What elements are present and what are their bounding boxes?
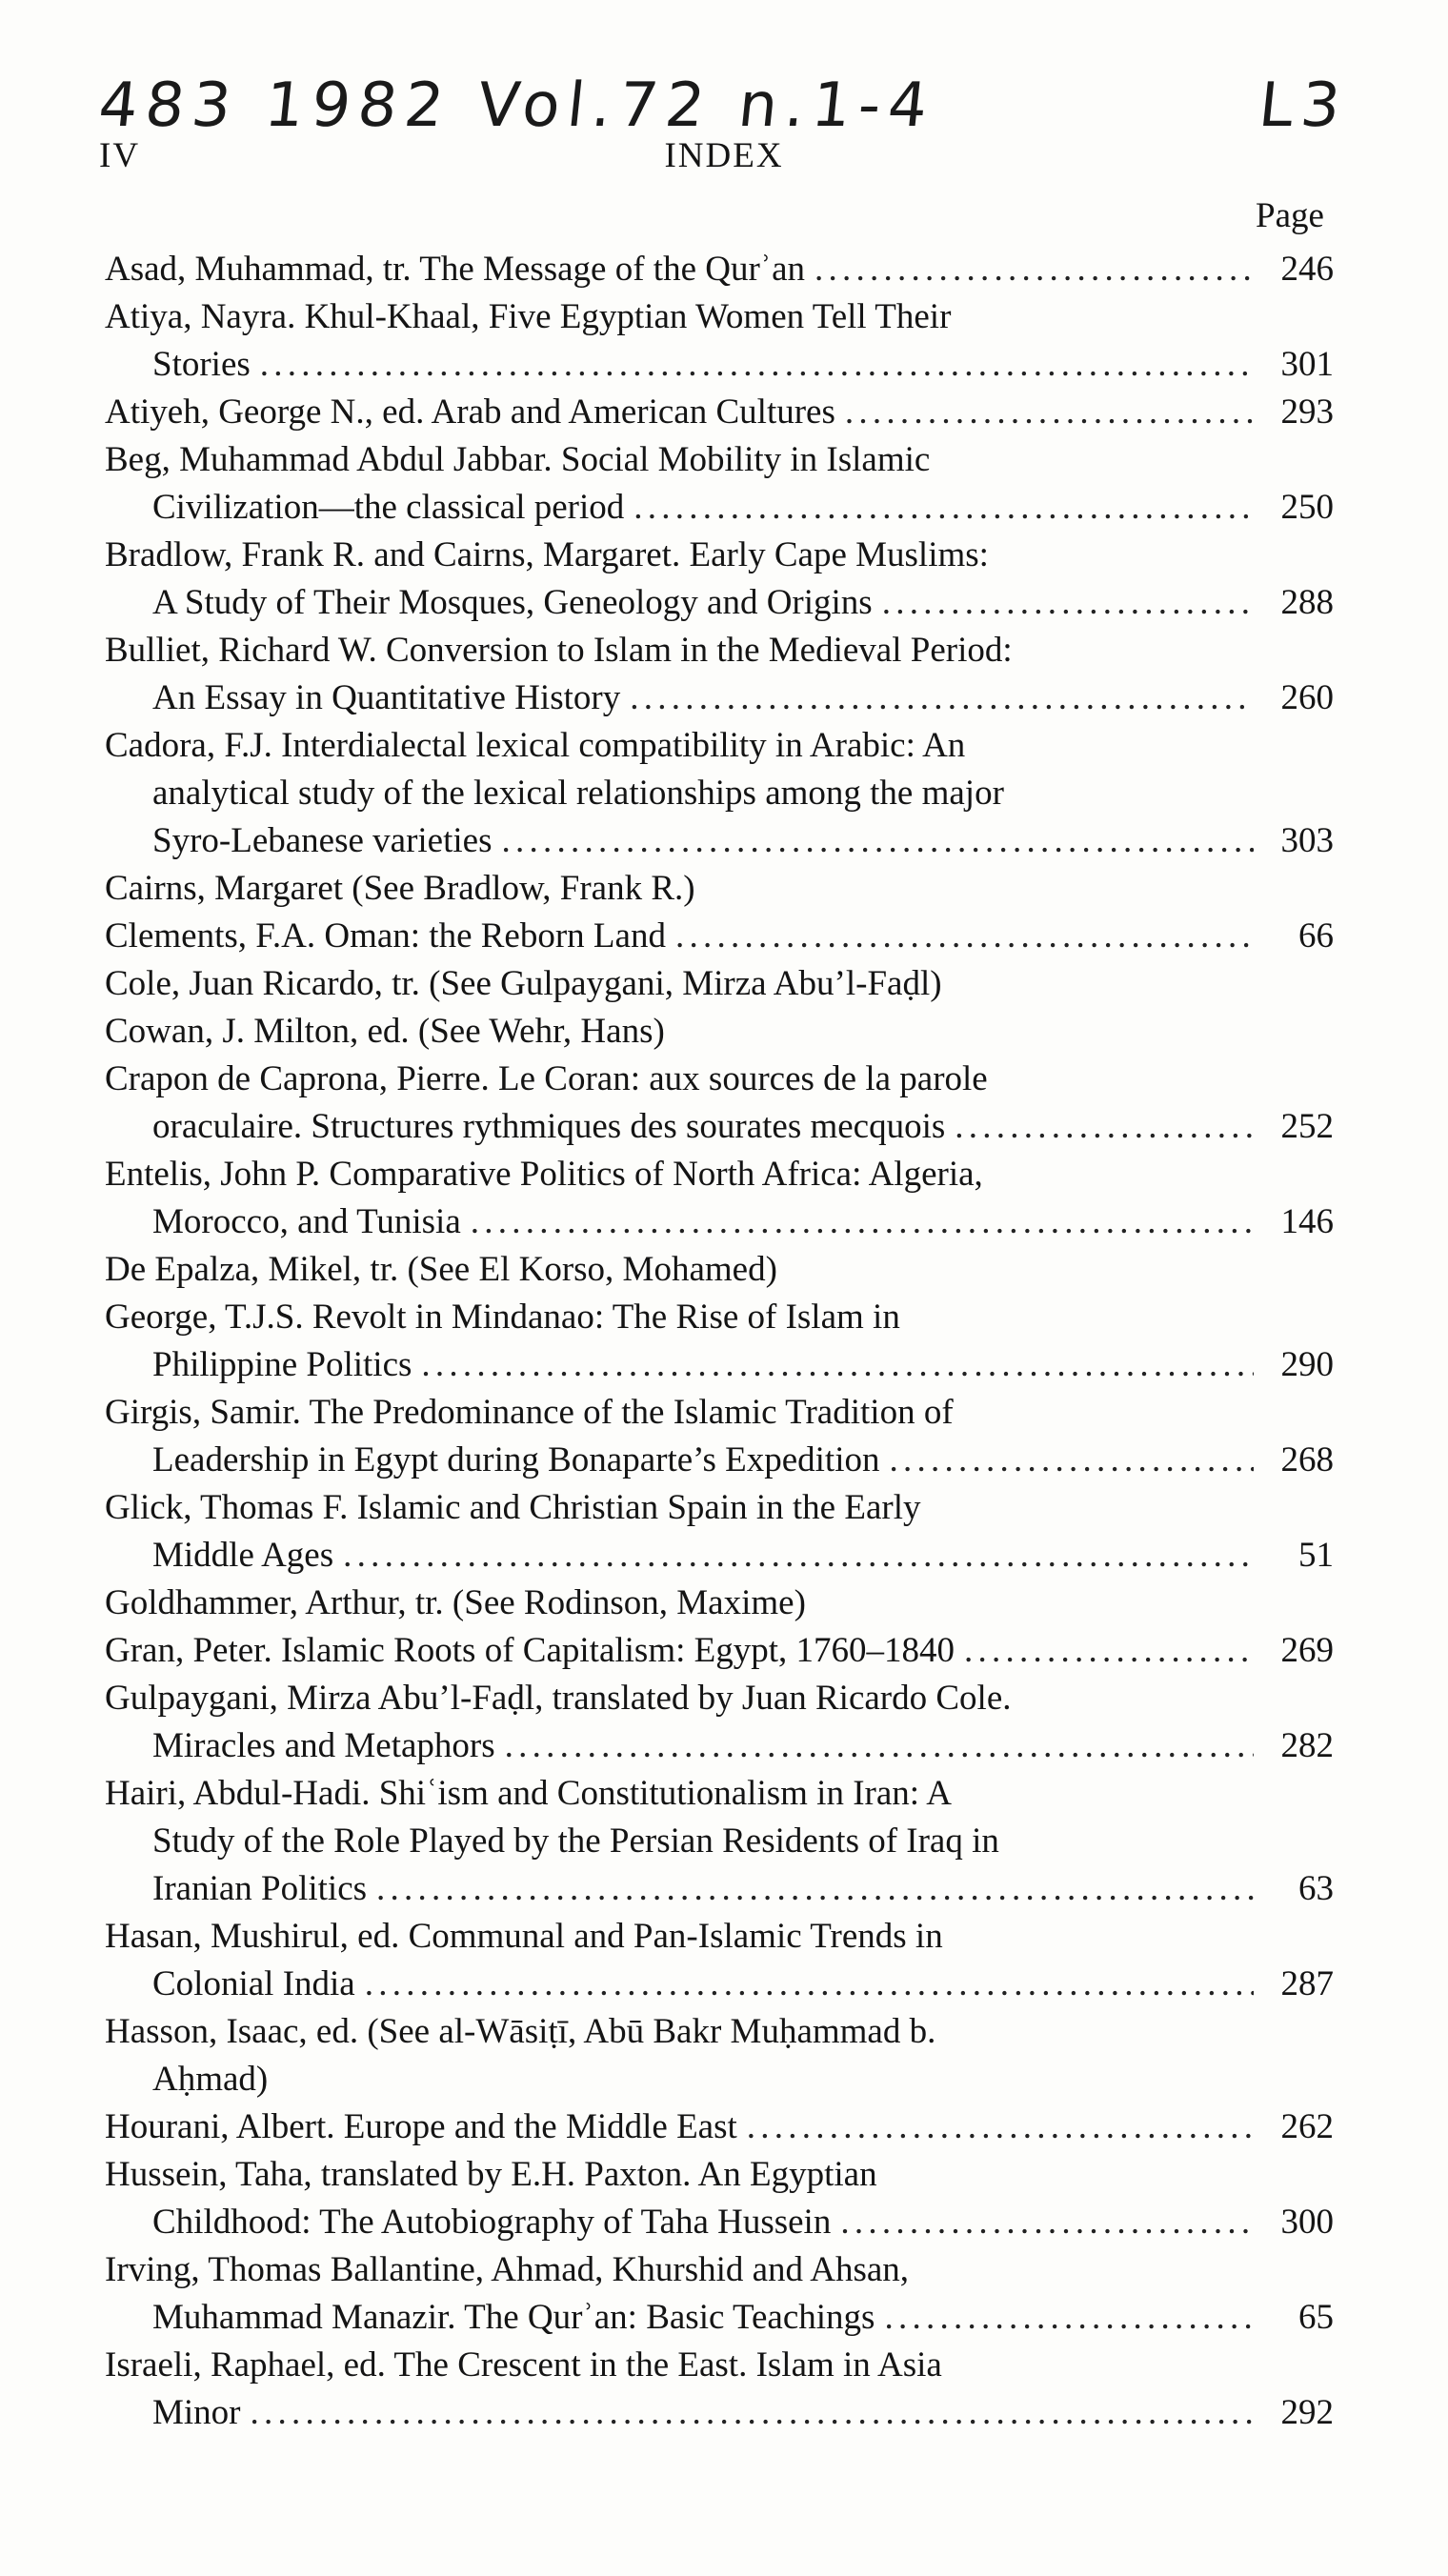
index-entry xyxy=(105,1580,1334,1627)
index-entry xyxy=(105,2008,1334,2103)
index-entry-text: Philippine Politics xyxy=(152,1345,412,1384)
leader-dots xyxy=(884,2294,1254,2342)
index-entry-list xyxy=(105,246,1334,2437)
index-entry-line xyxy=(105,1580,1334,1627)
index-entry-text: Leadership in Egypt during Bonaparte’s Expedition xyxy=(152,1440,880,1479)
leader-dots xyxy=(675,913,1254,960)
index-entry-line xyxy=(105,1532,1334,1580)
index-entry-text: Hussein, Taha, translated by E.H. Paxton. An Egyptian xyxy=(105,2155,877,2194)
index-entry-line xyxy=(105,2294,1334,2342)
leader-dots xyxy=(471,1198,1254,1246)
index-entry-text: Colonial India xyxy=(152,1964,355,2003)
index-entry-line xyxy=(105,2103,1334,2151)
index-entry-line xyxy=(105,1103,1334,1151)
index-entry-text: Cairns, Margaret (See Bradlow, Frank R.) xyxy=(105,869,695,908)
leader-dots xyxy=(882,579,1254,627)
index-entry xyxy=(105,2342,1334,2437)
index-entry-line xyxy=(105,1675,1334,1722)
index-entry-line xyxy=(105,2246,1334,2294)
index-entry-text: Entelis, John P. Comparative Politics of North Africa: Algeria, xyxy=(105,1155,983,1194)
leader-dots xyxy=(251,2389,1255,2437)
index-entry xyxy=(105,1389,1334,1484)
index-entry-text: Israeli, Raphael, ed. The Crescent in the East. Islam in Asia xyxy=(105,2345,942,2385)
index-entry-page-number: 300 xyxy=(1280,2203,1334,2242)
index-entry-text: An Essay in Quantitative History xyxy=(152,678,621,717)
index-entry xyxy=(105,1770,1334,1913)
index-entry-text: Syro-Lebanese varieties xyxy=(152,821,493,860)
index-entry-page-number: 146 xyxy=(1280,1202,1334,1241)
index-entry-line xyxy=(105,1722,1334,1770)
index-entry xyxy=(105,2246,1334,2342)
index-entry-page-number: 303 xyxy=(1280,821,1334,860)
index-entry xyxy=(105,532,1334,627)
index-entry-line xyxy=(105,246,1334,293)
index-entry-page-number: 260 xyxy=(1280,678,1334,717)
index-entry-line xyxy=(105,627,1334,674)
leader-dots xyxy=(376,1865,1254,1913)
index-entry xyxy=(105,2151,1334,2246)
index-entry xyxy=(105,627,1334,722)
leader-dots xyxy=(955,1103,1254,1151)
leader-dots xyxy=(630,674,1254,722)
index-entry-text: Study of the Role Played by the Persian Residents of Iraq in xyxy=(152,1821,999,1861)
index-entry-text: Atiya, Nayra. Khul-Khaal, Five Egyptian Women Tell Their xyxy=(105,297,952,336)
index-entry xyxy=(105,1246,1334,1294)
index-entry-page-number: 287 xyxy=(1280,1964,1334,2003)
index-entry-text: Irving, Thomas Ballantine, Ahmad, Khurshid and Ahsan, xyxy=(105,2250,910,2289)
index-entry-text: Girgis, Samir. The Predominance of the Islamic Tradition of xyxy=(105,1393,954,1432)
index-entry-line xyxy=(105,1865,1334,1913)
leader-dots xyxy=(260,341,1254,389)
index-entry-text: Gran, Peter. Islamic Roots of Capitalism: Egypt, 1760–1840 xyxy=(105,1631,955,1670)
index-entry-line xyxy=(105,389,1334,436)
index-entry-text: De Epalza, Mikel, tr. (See El Korso, Mohamed) xyxy=(105,1250,777,1289)
index-entry xyxy=(105,2103,1334,2151)
index-entry-text: Cowan, J. Milton, ed. (See Wehr, Hans) xyxy=(105,1012,665,1051)
index-entry-text: Middle Ages xyxy=(152,1536,334,1575)
index-entry-text: A Study of Their Mosques, Geneology and Origins xyxy=(152,583,873,622)
index-entry-line xyxy=(105,2056,1334,2103)
index-entry-line xyxy=(105,1961,1334,2008)
index-entry-page-number: 246 xyxy=(1280,250,1334,289)
index-entry-page-number: 292 xyxy=(1280,2393,1334,2432)
index-entry-line xyxy=(105,1484,1334,1532)
index-entry-page-number: 290 xyxy=(1280,1345,1334,1384)
index-entry-text: Hourani, Albert. Europe and the Middle East xyxy=(105,2107,737,2146)
section-roman-numeral: IV xyxy=(99,136,141,175)
leader-dots xyxy=(365,1961,1254,2008)
index-entry-page-number: 252 xyxy=(1280,1107,1334,1146)
index-entry-text: Stories xyxy=(152,345,251,384)
leader-dots xyxy=(814,246,1254,293)
index-entry-text: Crapon de Caprona, Pierre. Le Coran: aux sources de la parole xyxy=(105,1059,988,1098)
index-entry xyxy=(105,1294,1334,1389)
index-entry xyxy=(105,293,1334,389)
index-entry-text: Iranian Politics xyxy=(152,1869,368,1908)
index-entry-text: Beg, Muhammad Abdul Jabbar. Social Mobility in Islamic xyxy=(105,440,931,479)
index-entry-page-number: 282 xyxy=(1280,1726,1334,1765)
index-entry-text: Cole, Juan Ricardo, tr. (See Gulpaygani, Mirza Abu’l-Faḍl) xyxy=(105,964,942,1003)
index-entry-line xyxy=(105,960,1334,1008)
index-entry-line xyxy=(105,770,1334,817)
index-entry-text: Asad, Muhammad, tr. The Message of the Qurʾan xyxy=(105,250,806,289)
index-entry-text: Civilization—the classical period xyxy=(152,488,625,527)
index-entry xyxy=(105,1675,1334,1770)
index-entry-line xyxy=(105,674,1334,722)
index-entry-text: Miracles and Metaphors xyxy=(152,1726,495,1765)
index-entry xyxy=(105,436,1334,532)
index-entry-text: Hairi, Abdul-Hadi. Shiʿism and Constitutionalism in Iran: A xyxy=(105,1774,952,1813)
leader-dots xyxy=(964,1627,1254,1675)
leader-dots xyxy=(634,484,1254,532)
index-entry-line xyxy=(105,2008,1334,2056)
index-entry xyxy=(105,1008,1334,1056)
index-entry-text: Goldhammer, Arthur, tr. (See Rodinson, Maxime) xyxy=(105,1583,806,1622)
index-entry-line xyxy=(105,436,1334,484)
index-entry-line xyxy=(105,1056,1334,1103)
page-column-label: Page xyxy=(1256,196,1324,235)
index-entry-line xyxy=(105,1341,1334,1389)
leader-dots xyxy=(502,817,1255,865)
leader-dots xyxy=(840,2199,1254,2246)
index-entry-line xyxy=(105,1389,1334,1437)
index-entry xyxy=(105,1913,1334,2008)
page-title: INDEX xyxy=(664,136,784,175)
index-entry-text: oraculaire. Structures rythmiques des sourates mecquois xyxy=(152,1107,946,1146)
index-entry-line xyxy=(105,341,1334,389)
handwritten-call-number-left: 483 1982 Vol.72 n.1-4 xyxy=(95,70,938,141)
handwritten-call-number xyxy=(95,70,1352,141)
handwritten-call-number-right: L3 xyxy=(1256,70,1352,141)
index-entry-text: Hasson, Isaac, ed. (See al-Wāsiṭī, Abū Bakr Muḥammad b. xyxy=(105,2012,936,2051)
index-entry-page-number: 250 xyxy=(1280,488,1334,527)
index-entry-line xyxy=(105,1770,1334,1818)
index-entry-line xyxy=(105,579,1334,627)
index-entry-page-number: 301 xyxy=(1280,345,1334,384)
index-entry-page-number: 63 xyxy=(1298,1869,1334,1908)
index-entry-page-number: 293 xyxy=(1280,392,1334,432)
index-entry xyxy=(105,1056,1334,1151)
index-entry-page-number: 268 xyxy=(1280,1440,1334,1479)
index-entry-line xyxy=(105,1818,1334,1865)
index-entry-line xyxy=(105,1913,1334,1961)
index-entry xyxy=(105,246,1334,293)
index-entry xyxy=(105,722,1334,865)
index-entry-text: Muhammad Manazir. The Qurʾan: Basic Teachings xyxy=(152,2298,875,2337)
leader-dots xyxy=(505,1722,1254,1770)
index-entry-line xyxy=(105,1008,1334,1056)
leader-dots xyxy=(845,389,1254,436)
index-entry-text: Bulliet, Richard W. Conversion to Islam in the Medieval Period: xyxy=(105,631,1013,670)
index-entry-page-number: 262 xyxy=(1280,2107,1334,2146)
index-entry-text: Bradlow, Frank R. and Cairns, Margaret. Early Cape Muslims: xyxy=(105,535,989,574)
index-entry-line xyxy=(105,484,1334,532)
index-entry-text: Gulpaygani, Mirza Abu’l-Faḍl, translated by Juan Ricardo Cole. xyxy=(105,1679,1012,1718)
index-entry-line xyxy=(105,532,1334,579)
index-entry-line xyxy=(105,722,1334,770)
index-entry xyxy=(105,1627,1334,1675)
index-entry-line xyxy=(105,293,1334,341)
index-entry xyxy=(105,389,1334,436)
leader-dots xyxy=(343,1532,1254,1580)
index-entry xyxy=(105,1484,1334,1580)
index-entry-page-number: 66 xyxy=(1298,916,1334,956)
index-entry-page-number: 51 xyxy=(1298,1536,1334,1575)
index-entry-line xyxy=(105,1627,1334,1675)
index-entry xyxy=(105,1151,1334,1246)
index-entry-line xyxy=(105,1198,1334,1246)
index-entry-page-number: 269 xyxy=(1280,1631,1334,1670)
index-entry-text: Childhood: The Autobiography of Taha Hussein xyxy=(152,2203,832,2242)
index-entry-text: Aḥmad) xyxy=(152,2060,269,2099)
index-entry-text: Cadora, F.J. Interdialectal lexical compatibility in Arabic: An xyxy=(105,726,966,765)
index-entry xyxy=(105,960,1334,1008)
index-entry-text: analytical study of the lexical relationships among the major xyxy=(152,774,1004,813)
index-entry-line xyxy=(105,2151,1334,2199)
index-entry-line xyxy=(105,1294,1334,1341)
index-entry-text: George, T.J.S. Revolt in Mindanao: The Rise of Islam in xyxy=(105,1298,900,1337)
index-entry-text: Glick, Thomas F. Islamic and Christian Spain in the Early xyxy=(105,1488,921,1527)
leader-dots xyxy=(889,1437,1254,1484)
index-entry-line xyxy=(105,1437,1334,1484)
index-entry-text: Clements, F.A. Oman: the Reborn Land xyxy=(105,916,666,956)
index-entry-line xyxy=(105,2199,1334,2246)
leader-dots xyxy=(747,2103,1254,2151)
index-entry-line xyxy=(105,2342,1334,2389)
index-entry-line xyxy=(105,1246,1334,1294)
index-entry-line xyxy=(105,817,1334,865)
index-entry xyxy=(105,865,1334,913)
index-entry-text: Minor xyxy=(152,2393,241,2432)
index-entry xyxy=(105,913,1334,960)
index-entry-text: Hasan, Mushirul, ed. Communal and Pan-Islamic Trends in xyxy=(105,1917,943,1956)
leader-dots xyxy=(421,1341,1254,1389)
index-entry-text: Morocco, and Tunisia xyxy=(152,1202,461,1241)
index-entry-line xyxy=(105,865,1334,913)
index-entry-line xyxy=(105,1151,1334,1198)
index-entry-page-number: 65 xyxy=(1298,2298,1334,2337)
index-entry-text: Atiyeh, George N., ed. Arab and American Cultures xyxy=(105,392,835,432)
index-entry-line xyxy=(105,2389,1334,2437)
index-entry-page-number: 288 xyxy=(1280,583,1334,622)
index-entry-line xyxy=(105,913,1334,960)
